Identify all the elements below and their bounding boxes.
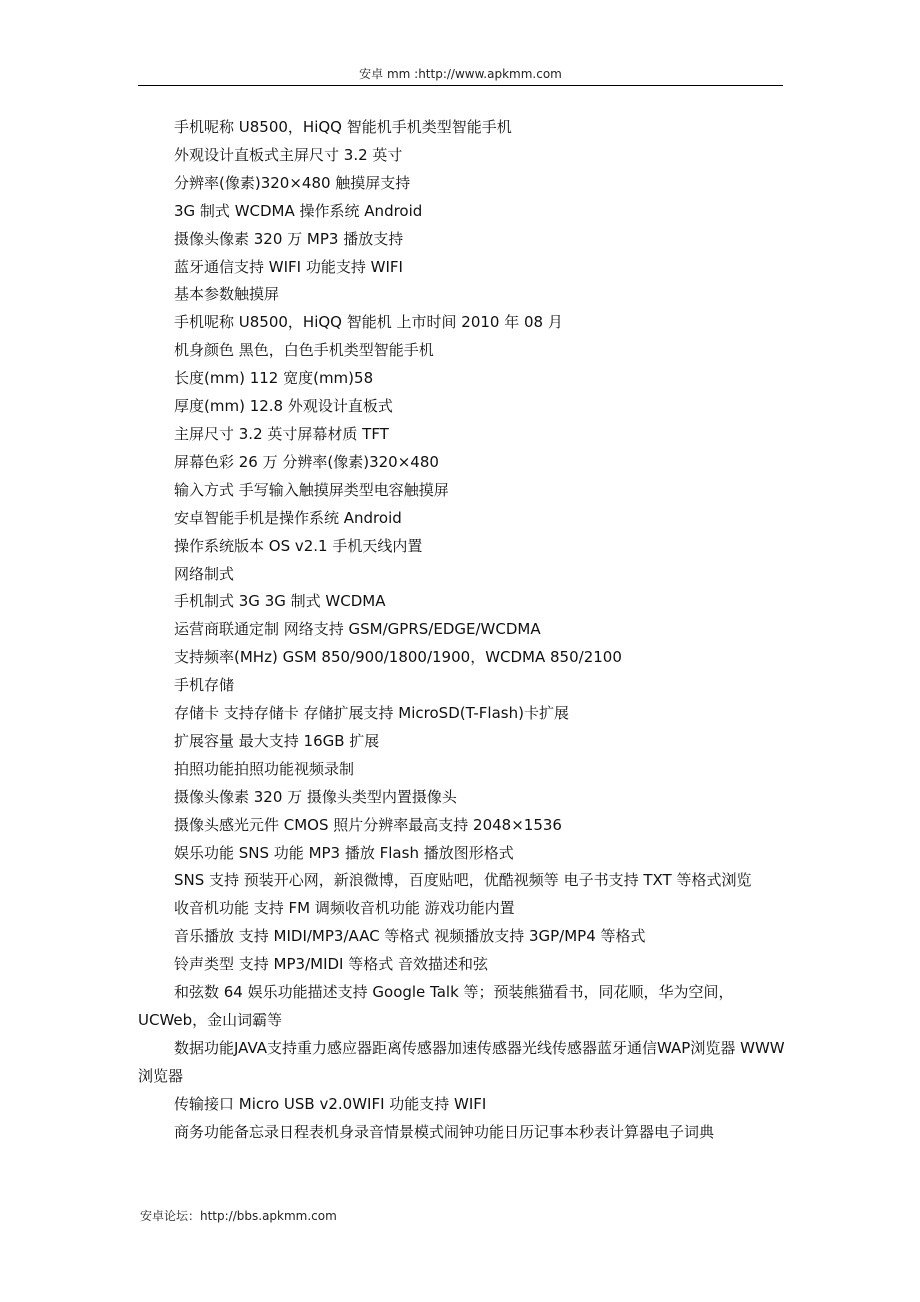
body-paragraph: 3G 制式 WCDMA 操作系统 Android xyxy=(174,201,423,220)
body-paragraph: 娱乐功能 SNS 功能 MP3 播放 Flash 播放图形格式 xyxy=(174,843,514,862)
body-paragraph: 操作系统版本 OS v2.1 手机天线内置 xyxy=(174,536,423,555)
body-paragraph: 屏幕色彩 26 万 分辨率(像素)320×480 xyxy=(174,452,439,471)
body-paragraph: 长度(mm) 112 宽度(mm)58 xyxy=(174,369,374,388)
body-paragraph: 主屏尺寸 3.2 英寸屏幕材质 TFT xyxy=(174,424,389,443)
body-paragraph: 厚度(mm) 12.8 外观设计直板式 xyxy=(174,397,393,416)
body-paragraph: 网络制式 xyxy=(174,564,235,583)
body-paragraph: 基本参数触摸屏 xyxy=(174,285,280,304)
body-paragraph: 传输接口 Micro USB v2.0WIFI 功能支持 WIFI xyxy=(174,1094,487,1113)
body-paragraph: 铃声类型 支持 MP3/MIDI 等格式 音效描述和弦 xyxy=(174,955,488,974)
body-paragraph: 摄像头像素 320 万 摄像头类型内置摄像头 xyxy=(174,787,457,806)
body-paragraph: 手机制式 3G 3G 制式 WCDMA xyxy=(174,592,386,611)
body-paragraph: 收音机功能 支持 FM 调频收音机功能 游戏功能内置 xyxy=(174,899,515,918)
body-paragraph: 机身颜色 黑色，白色手机类型智能手机 xyxy=(174,341,434,360)
page-footer: 安卓论坛：http://bbs.apkmm.com xyxy=(140,1209,337,1223)
body-paragraph: SNS 支持 预装开心网，新浪微博，百度贴吧，优酷视频等 电子书支持 TXT 等格式浏览 xyxy=(174,871,752,890)
body-paragraph: 拍照功能拍照功能视频录制 xyxy=(174,759,355,778)
body-paragraph: 扩展容量 最大支持 16GB 扩展 xyxy=(174,731,380,750)
body-paragraph: 和弦数 64 娱乐功能描述支持 Google Talk 等；预装熊猫看书，同花顺，华为空间，UCWeb，金山词霸等 xyxy=(138,983,734,1029)
body-paragraph: 蓝牙通信支持 WIFI 功能支持 WIFI xyxy=(174,257,403,276)
body-paragraph: 安卓智能手机是操作系统 Android xyxy=(174,508,402,527)
body-paragraph: 分辨率(像素)320×480 触摸屏支持 xyxy=(174,173,411,192)
body-paragraph: 商务功能备忘录日程表机身录音情景模式闹钟功能日历记事本秒表计算器电子词典 xyxy=(174,1122,715,1141)
body-paragraph: 输入方式 手写输入触摸屏类型电容触摸屏 xyxy=(174,480,449,499)
document-body xyxy=(138,114,798,1147)
body-paragraph: 摄像头像素 320 万 MP3 播放支持 xyxy=(174,229,404,248)
body-paragraph: 存储卡 支持存储卡 存储扩展支持 MicroSD(T-Flash)卡扩展 xyxy=(174,704,569,723)
body-paragraph: 音乐播放 支持 MIDI/MP3/AAC 等格式 视频播放支持 3GP/MP4 等格式 xyxy=(174,927,646,946)
page-header: 安卓 mm :http://www.apkmm.com xyxy=(359,67,562,81)
body-paragraph: 摄像头感光元件 CMOS 照片分辨率最高支持 2048×1536 xyxy=(174,815,562,834)
body-paragraph: 运营商联通定制 网络支持 GSM/GPRS/EDGE/WCDMA xyxy=(174,620,541,639)
body-paragraph: 数据功能JAVA支持重力感应器距离传感器加速传感器光线传感器蓝牙通信WAP浏览器 WWW 浏览器 xyxy=(138,1038,785,1085)
header-divider xyxy=(138,85,783,86)
body-paragraph: 支持频率(MHz) GSM 850/900/1800/1900，WCDMA 850/2100 xyxy=(174,648,622,667)
body-paragraph: 手机存储 xyxy=(174,676,235,695)
body-paragraph: 外观设计直板式主屏尺寸 3.2 英寸 xyxy=(174,145,403,164)
body-paragraph: 手机呢称 U8500，HiQQ 智能机 上市时间 2010 年 08 月 xyxy=(174,313,563,332)
body-paragraph: 手机呢称 U8500，HiQQ 智能机手机类型智能手机 xyxy=(174,118,512,136)
